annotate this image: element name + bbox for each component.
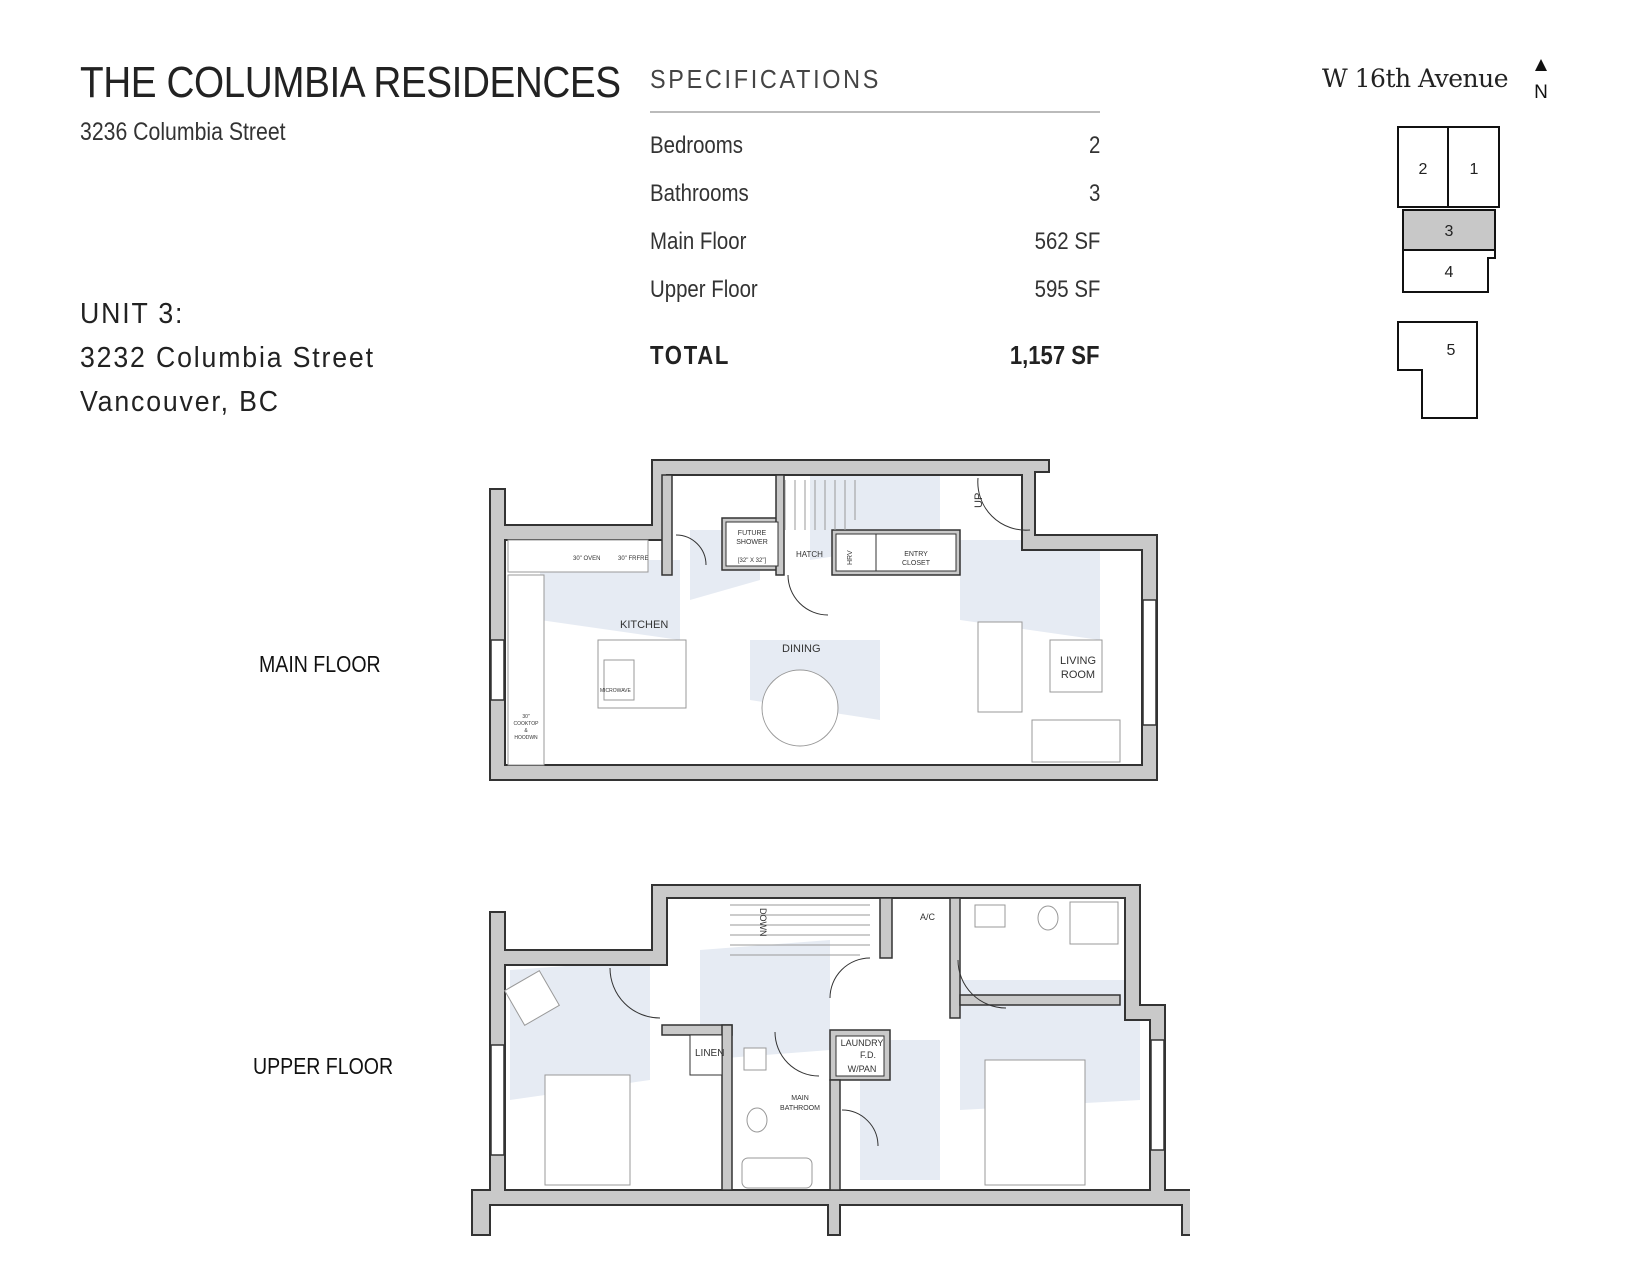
kitchen-island xyxy=(598,640,686,708)
main-floor-plan xyxy=(480,445,1160,795)
label-future-shower: SHOWER xyxy=(736,539,768,546)
north-label: N xyxy=(1534,82,1548,103)
window xyxy=(491,1045,504,1155)
project-title: THE COLUMBIA RESIDENCES xyxy=(80,58,621,107)
label-laundry: LAUNDRY xyxy=(840,1038,884,1048)
spec-row-bedrooms xyxy=(650,132,1100,162)
unit-street: 3232 Columbia Street xyxy=(80,342,375,374)
label-main-bathroom: BATHROOM xyxy=(780,1105,820,1112)
label-cooktop: 30" xyxy=(522,714,530,720)
spec-value: 595 SF xyxy=(1034,276,1100,303)
spec-row-bathrooms xyxy=(650,180,1100,210)
spec-label: Main Floor xyxy=(650,228,747,255)
upper-floor-plan xyxy=(470,880,1190,1250)
spec-row-main-floor xyxy=(650,228,1100,258)
spec-total-value: 1,157 SF xyxy=(1010,340,1100,370)
spec-value: 2 xyxy=(1088,132,1100,159)
dining-table xyxy=(762,670,838,746)
room-label-living: LIVING xyxy=(1059,655,1097,667)
label-cooktop: COOKTOP xyxy=(513,721,539,727)
north-arrow-icon xyxy=(1535,59,1547,71)
sofa xyxy=(978,622,1022,712)
label-future-shower: [32" X 32"] xyxy=(737,558,767,564)
lounge-chair xyxy=(1032,720,1120,762)
bed xyxy=(545,1075,630,1185)
sink-icon xyxy=(975,905,1005,927)
site-unit-label: 3 xyxy=(1444,223,1454,240)
label-hatch: HATCH xyxy=(796,550,823,559)
spec-label: Bedrooms xyxy=(650,132,743,159)
spec-row-total xyxy=(650,340,1100,370)
site-unit-label: 1 xyxy=(1469,161,1479,178)
bed xyxy=(985,1060,1085,1185)
specifications-heading: SPECIFICATIONS xyxy=(650,64,882,94)
label-entry-closet: CLOSET xyxy=(901,560,931,567)
spec-row-upper-floor xyxy=(650,276,1100,306)
site-plan xyxy=(1380,52,1560,432)
label-oven: 30" OVEN xyxy=(573,556,601,562)
site-unit-label: 5 xyxy=(1446,342,1456,359)
upper-floor-label: UPPER FLOOR xyxy=(253,1053,394,1079)
bathtub xyxy=(742,1158,812,1188)
sink-icon xyxy=(744,1048,766,1070)
label-laundry: F.D. xyxy=(859,1050,877,1060)
label-hrv: HRV xyxy=(847,550,854,565)
label-laundry: W/PAN xyxy=(847,1064,877,1074)
site-unit-label: 4 xyxy=(1444,264,1454,281)
room-label-kitchen: KITCHEN xyxy=(620,619,669,631)
label-cooktop: HOODWN xyxy=(514,735,538,741)
unit-number: UNIT 3: xyxy=(80,298,185,330)
label-microwave: MICROWAVE xyxy=(600,688,631,694)
room-label-living: ROOM xyxy=(1060,669,1096,681)
label-entry-closet: ENTRY xyxy=(904,551,928,558)
label-fridge: 30" FRFRE xyxy=(618,556,649,562)
spec-label: Upper Floor xyxy=(650,276,758,303)
site-unit-label: 2 xyxy=(1418,161,1428,178)
toilet-icon xyxy=(747,1108,767,1132)
entry-closet xyxy=(836,534,956,571)
spec-value: 3 xyxy=(1088,180,1100,207)
room-label-dining: DINING xyxy=(782,643,821,655)
label-down: DOWN xyxy=(758,908,768,937)
window xyxy=(1151,1040,1164,1150)
label-cooktop: & xyxy=(524,728,528,734)
street-name: W 16th Avenue xyxy=(1322,64,1509,93)
label-ac: A/C xyxy=(920,912,936,922)
specifications-divider xyxy=(650,111,1100,113)
window xyxy=(491,640,504,700)
label-future-shower: FUTURE xyxy=(737,530,767,537)
label-main-bathroom: MAIN xyxy=(791,1095,809,1102)
site-unit-5 xyxy=(1398,322,1477,418)
spec-value: 562 SF xyxy=(1034,228,1100,255)
shower xyxy=(1070,902,1118,944)
window xyxy=(1143,600,1156,725)
main-floor-label: MAIN FLOOR xyxy=(259,651,381,677)
unit-city: Vancouver, BC xyxy=(80,386,280,418)
spec-label: Bathrooms xyxy=(650,180,749,207)
label-up: UP xyxy=(973,492,985,508)
spec-total-label: TOTAL xyxy=(650,340,731,370)
unit-address-block xyxy=(80,292,375,424)
toilet-icon xyxy=(1038,906,1058,930)
label-linen: LINEN xyxy=(695,1048,725,1059)
project-address: 3236 Columbia Street xyxy=(80,118,286,146)
